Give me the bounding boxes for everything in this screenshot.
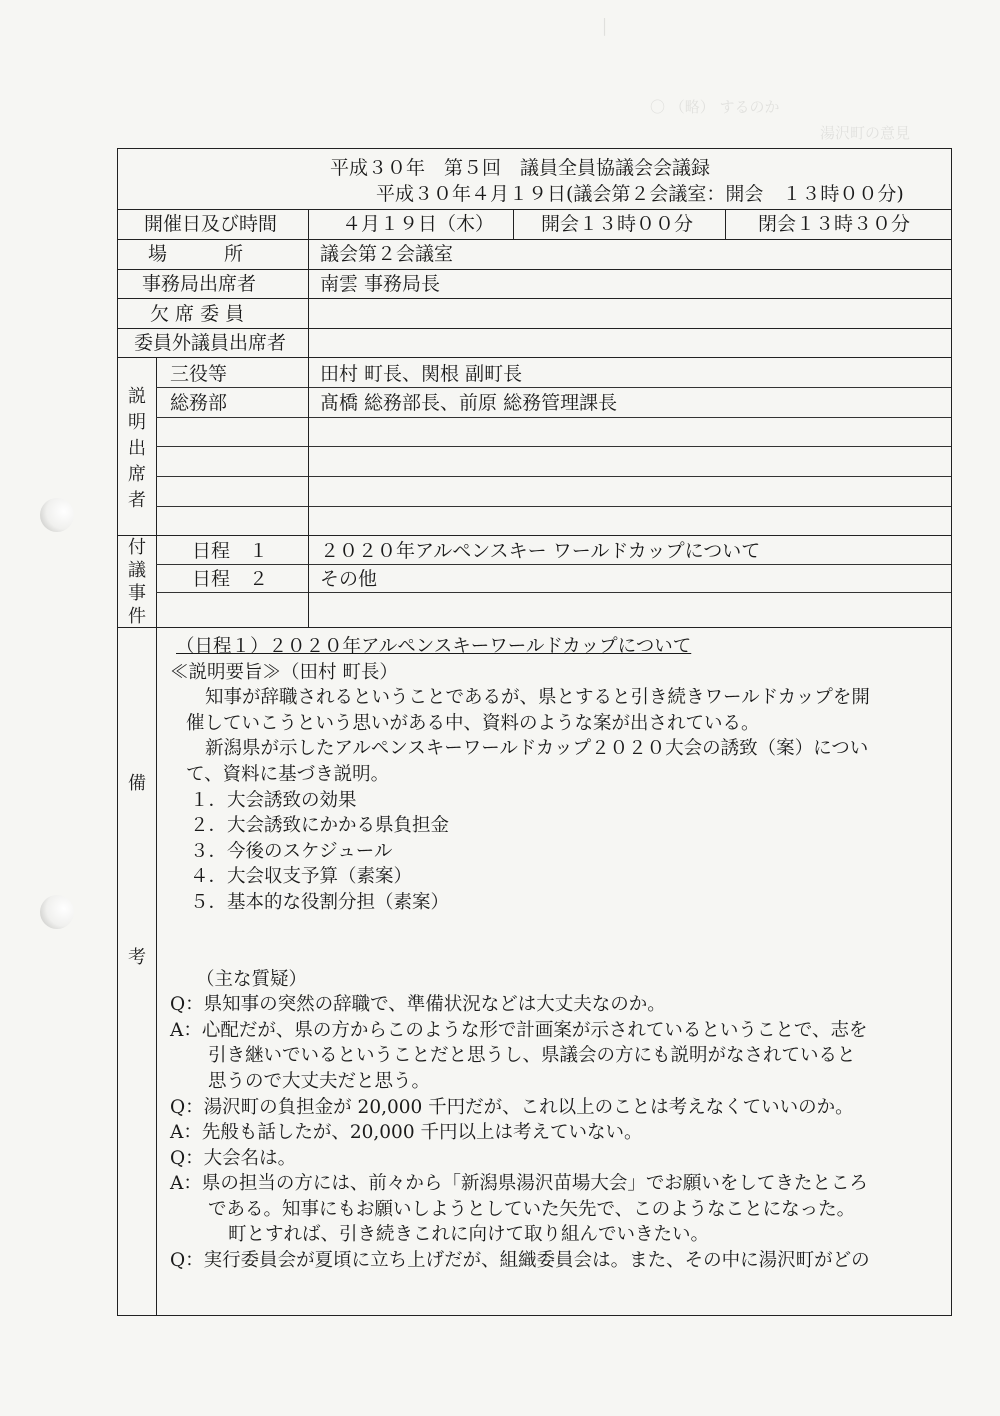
question-line: Q：実行委員会が夏頃に立ち上げだが、組織委員会は。また、その中に湯沢町がどの <box>170 1250 870 1272</box>
absent-row <box>118 299 951 329</box>
attendees-block <box>118 358 951 536</box>
punch-hole-top <box>40 498 74 532</box>
place-row <box>118 240 951 270</box>
answer-line: 町とすれば、引き続きこれに向けて取り組んでいきたい。 <box>228 1224 710 1246</box>
date-label: 開催日及び時間 <box>144 213 278 235</box>
list-item: １．大会誘致の効果 <box>190 789 357 811</box>
paragraph-line: て、資料に基づき説明。 <box>186 763 390 785</box>
remarks-text <box>170 634 943 1274</box>
agenda-heading: （日程１）２０２０年アルペンスキーワールドカップについて <box>176 636 692 657</box>
list-item: ２．大会誘致にかかる県負担金 <box>190 815 450 837</box>
agenda-no: 日程 １ <box>192 540 269 562</box>
question-line: Q：大会名は。 <box>170 1147 297 1169</box>
remarks-label-top: 備 <box>128 773 146 794</box>
answer-line: A：県の担当の方には、前々から「新潟県湯沢苗場大会」でお願いをしてきたところ <box>170 1173 868 1195</box>
attendee-names: 田村 町長、関根 副町長 <box>320 363 523 385</box>
date-value: ４月１９日（木） <box>342 213 495 235</box>
summary-heading: ≪説明要旨≫（田村 町長） <box>170 661 398 683</box>
list-item: ３．今後のスケジュール <box>190 840 393 862</box>
qa-heading: （主な質疑） <box>196 968 308 990</box>
header-row <box>118 149 951 210</box>
attendee-dept: 三役等 <box>170 363 228 385</box>
question-line: Q：県知事の突然の辞職で、準備状況などは大丈夫なのか。 <box>170 994 666 1016</box>
other-label: 委員外議員出席者 <box>134 332 287 354</box>
office-row <box>118 270 951 299</box>
paragraph-line: 新潟県が示したアルペンスキーワールドカップ２０２０大会の誘致（案）につい <box>205 738 869 760</box>
paragraph-line: 知事が辞職されるということであるが、県とすると引き続きワールドカップを開 <box>205 687 870 709</box>
office-value: 南雲 事務局長 <box>320 273 441 295</box>
punch-hole-bottom <box>40 895 74 929</box>
other-row <box>118 329 951 358</box>
answer-line: 思うので大丈夫だと思う。 <box>208 1070 431 1092</box>
place-value: 議会第２会議室 <box>320 243 454 265</box>
attendee-names: 髙橋 総務部長、前原 総務管理課長 <box>320 392 618 414</box>
office-label: 事務局出席者 <box>142 273 257 295</box>
answer-line: A：先般も話したが、20,000 千円以上は考えていない。 <box>170 1122 643 1144</box>
answer-line: 引き継いでいるということだと思うし、県議会の方にも説明がなされていると <box>208 1045 856 1067</box>
list-item: ４．大会収支予算（素案） <box>190 866 413 888</box>
answer-line: である。知事にもお願いしようとしていた矢先で、このようなことになった。 <box>208 1198 856 1220</box>
place-label: 場 所 <box>148 243 244 265</box>
date-row <box>118 210 951 240</box>
agenda-title: その他 <box>320 568 378 590</box>
close-time: 閉会１３時３０分 <box>758 213 911 235</box>
attendees-side-label: 説 明 出 席 者 <box>128 386 146 511</box>
list-item: ５．基本的な役割分担（素案） <box>190 891 450 913</box>
answer-line: A：心配だが、県の方からこのような形で計画案が示されているということで、志を <box>170 1019 868 1041</box>
attendee-dept: 総務部 <box>170 392 228 414</box>
agenda-no: 日程 ２ <box>192 568 269 590</box>
paragraph-line: 催していこうという思いがある中、資料のような案が出されている。 <box>186 712 760 734</box>
agenda-block <box>118 536 951 628</box>
minutes-sheet <box>117 148 952 1316</box>
document-title: 平成３０年 第５回 議員全員協議会会議録 <box>330 157 711 179</box>
document-subtitle: 平成３０年４月１９日(議会第２会議室：開会 １３時００分) <box>376 183 904 205</box>
agenda-side-label: 付 議 事 件 <box>128 537 146 627</box>
open-time: 開会１３時００分 <box>541 213 694 235</box>
agenda-title: ２０２０年アルペンスキー ワールドカップについて <box>320 540 761 562</box>
absent-label: 欠 席 委 員 <box>150 303 245 325</box>
remarks-label-bottom: 考 <box>128 947 146 968</box>
question-line: Q：湯沢町の負担金が 20,000 千円だが、これ以上のことは考えなくていいのか。 <box>170 1096 854 1118</box>
remarks-block <box>118 628 951 1315</box>
